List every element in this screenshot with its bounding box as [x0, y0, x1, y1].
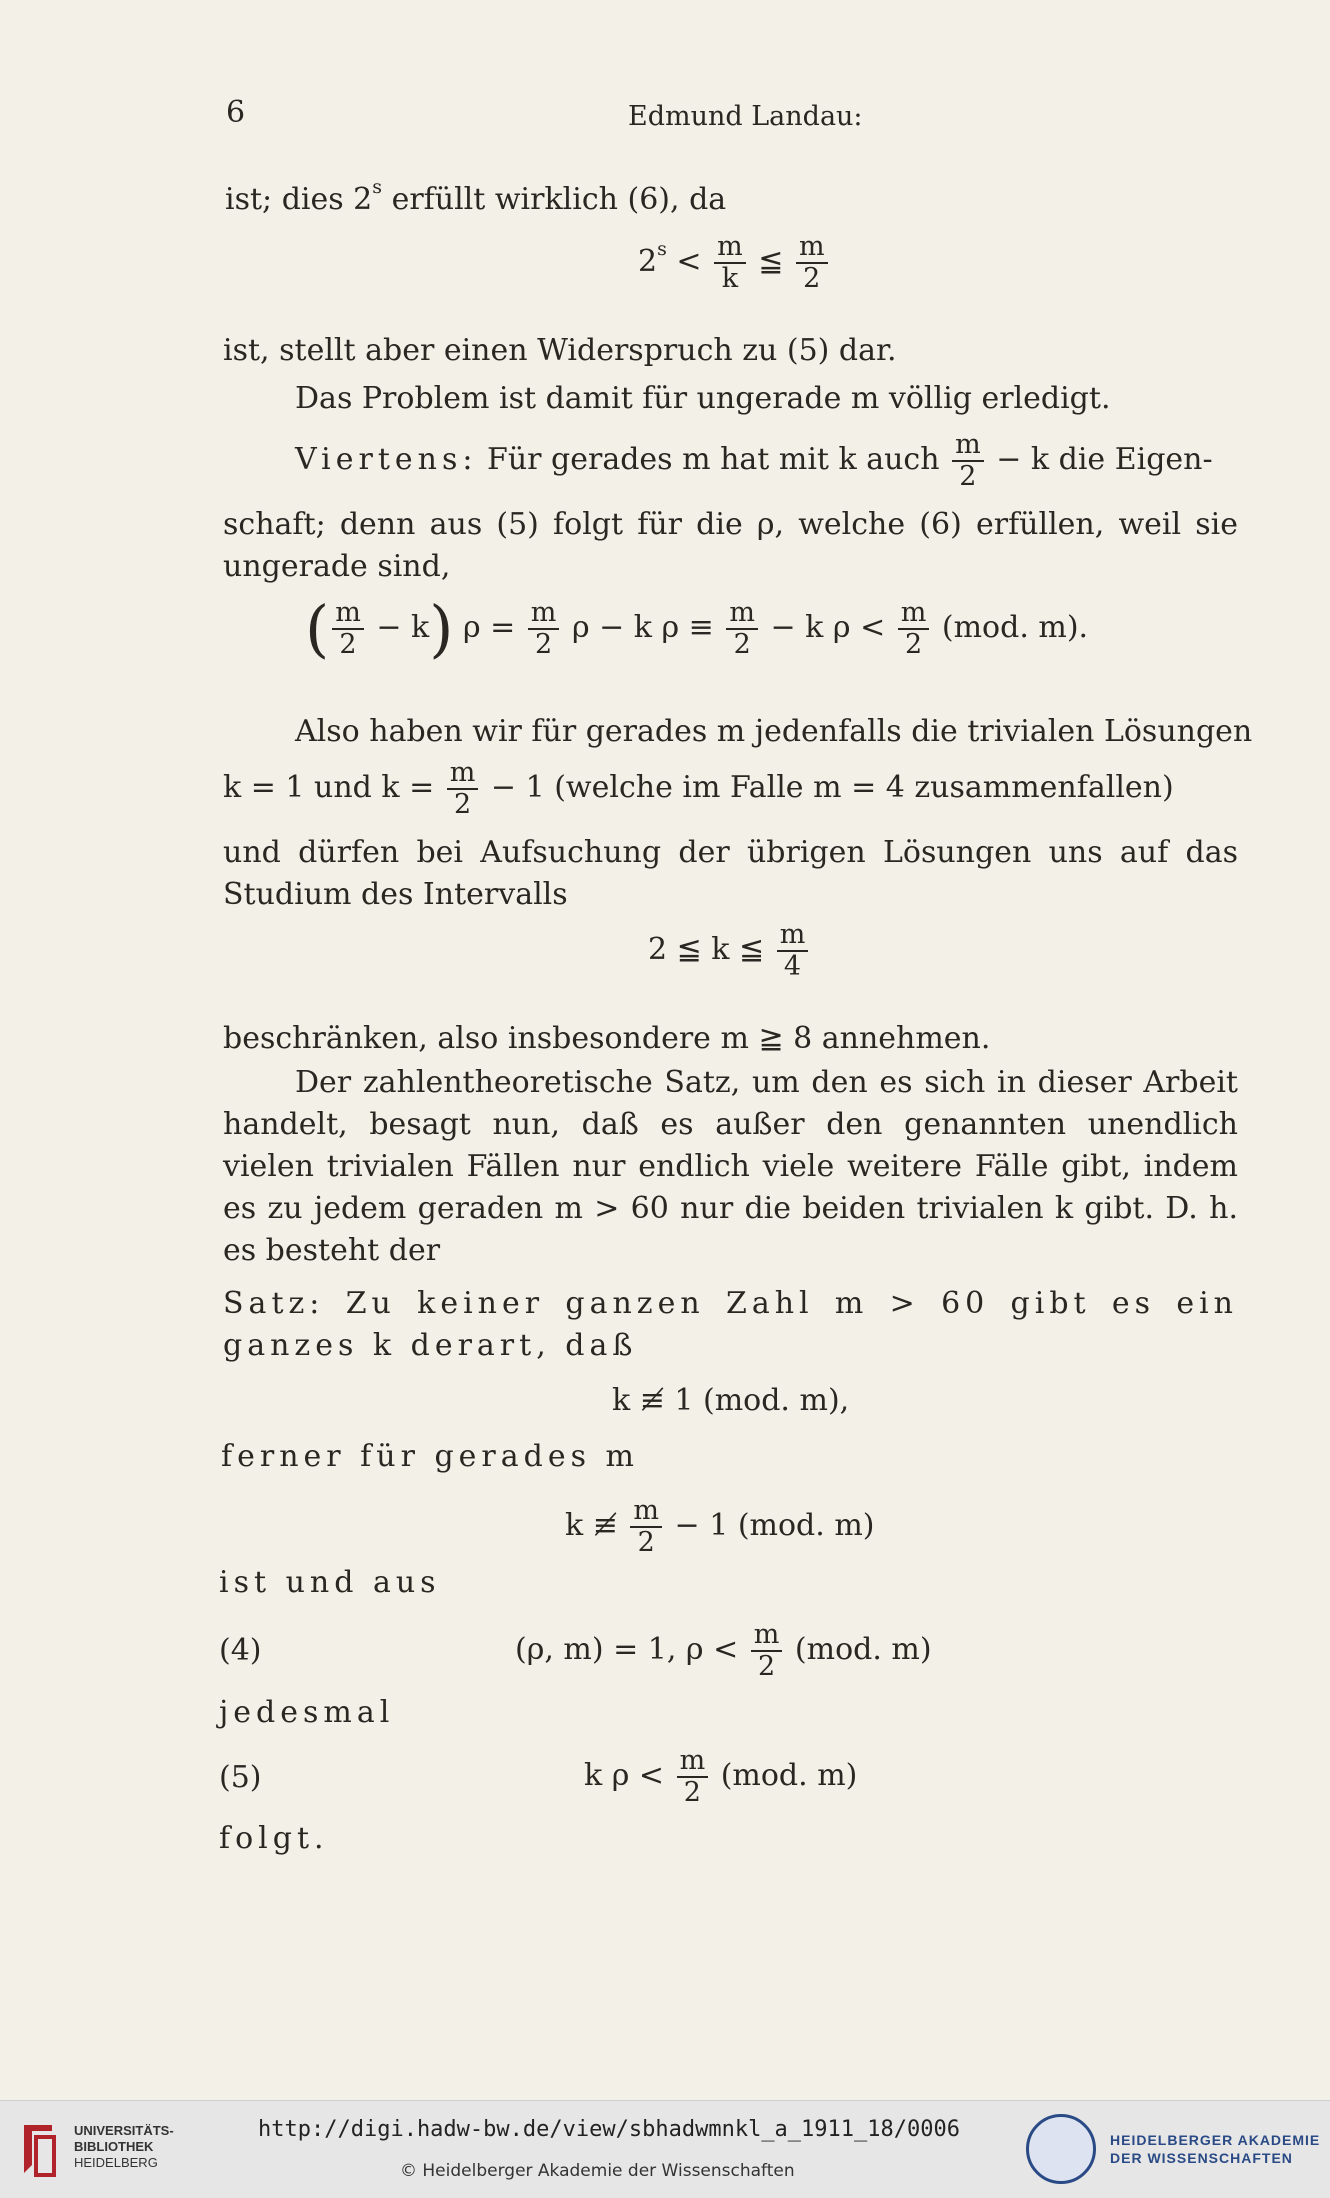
university-library-name: UNIVERSITÄTS- BIBLIOTHEK HEIDELBERG — [74, 2123, 174, 2170]
text-paragraph-5: schaft; denn aus (5) folgt für die ρ, welche (6) erfüllen, weil sie ungerade sind, — [223, 507, 1238, 584]
university-library-logo-icon — [14, 2117, 62, 2181]
text-paragraph-8: und dürfen bei Aufsuchung der übrigen Lösungen uns auf das Studium des Intervalls — [223, 835, 1238, 912]
page-url-link[interactable]: http://digi.hadw-bw.de/view/sbhadwmnkl_a_1911_18/0006 — [258, 2117, 960, 2142]
text-line-9: beschränken, also insbesondere m ≧ 8 annehmen. — [223, 1021, 991, 1056]
academy-seal-icon — [1026, 2114, 1096, 2184]
equation-3: 2 ≦ k ≦ $\frac{m}{4}$ — [648, 920, 811, 982]
page-number: 6 — [226, 95, 246, 130]
equation-4: k ≢ 1 (mod. m), — [612, 1383, 850, 1418]
text-line-6: Also haben wir für gerades m jedenfalls die trivialen Lösungen — [295, 714, 1253, 749]
running-title: Edmund Landau: — [628, 101, 863, 132]
satz-statement: Satz: Zu keiner ganzen Zahl m > 60 gibt es ein ganzes k derart, daß — [223, 1286, 1238, 1363]
equation-1: 2$^s$ < $\frac{m}{k}$ ≦ $\frac{m}{2}$ — [638, 228, 831, 294]
equation-7: k ρ < $\frac{m}{2}$ (mod. m) — [584, 1745, 858, 1808]
text-line-2: ist, stellt aber einen Widerspruch zu (5) dar. — [223, 333, 897, 368]
copyright-notice: © Heidelberger Akademie der Wissenschaften — [400, 2161, 795, 2181]
text-paragraph-10: Der zahlentheoretische Satz, um den es sich in dieser Arbeit handelt, besagt nun, daß es außer den genannten unendlich vielen trivialen Fällen nur endlich viele weitere Fälle gibt, indem es zu jedem geraden m > 60 nur die beiden trivialen k gibt. D. h. es besteht der — [223, 1065, 1238, 1268]
text-line-3: Das Problem ist damit für ungerade m völlig erledigt. — [295, 381, 1111, 416]
academy-name: HEIDELBERGER AKADEMIE DER WISSENSCHAFTEN — [1110, 2132, 1321, 2166]
text-line-7: k = 1 und k = $\frac{m}{2}$ − 1 (welche im Falle m = 4 zusammenfallen) — [223, 757, 1174, 820]
text-line-11: ferner für gerades m — [221, 1439, 639, 1474]
equation-7-tag: (5) — [219, 1760, 262, 1795]
text-line-13: jedesmal — [219, 1695, 395, 1730]
footer-bar — [0, 2100, 1330, 2198]
text-line-14: folgt. — [219, 1821, 329, 1856]
text-line-12: ist und aus — [219, 1565, 441, 1600]
equation-5: k ≢ $\frac{m}{2}$ − 1 (mod. m) — [565, 1495, 875, 1558]
text-line-4: Viertens: Für gerades m hat mit k auch $\frac{m}{2}$ − k die Eigen- — [295, 429, 1213, 492]
equation-6-tag: (4) — [219, 1633, 262, 1668]
text-line-1: ist; dies 2$^s$ erfüllt wirklich (6), da — [225, 176, 727, 217]
equation-2: ( $\frac{m}{2}$ − k) ρ = $\frac{m}{2}$ ρ − k ρ ≡ $\frac{m}{2}$ − k ρ < $\frac{m}{2}$ (mod. m). — [305, 592, 1089, 665]
equation-6: (ρ, m) = 1, ρ < $\frac{m}{2}$ (mod. m) — [515, 1619, 932, 1682]
